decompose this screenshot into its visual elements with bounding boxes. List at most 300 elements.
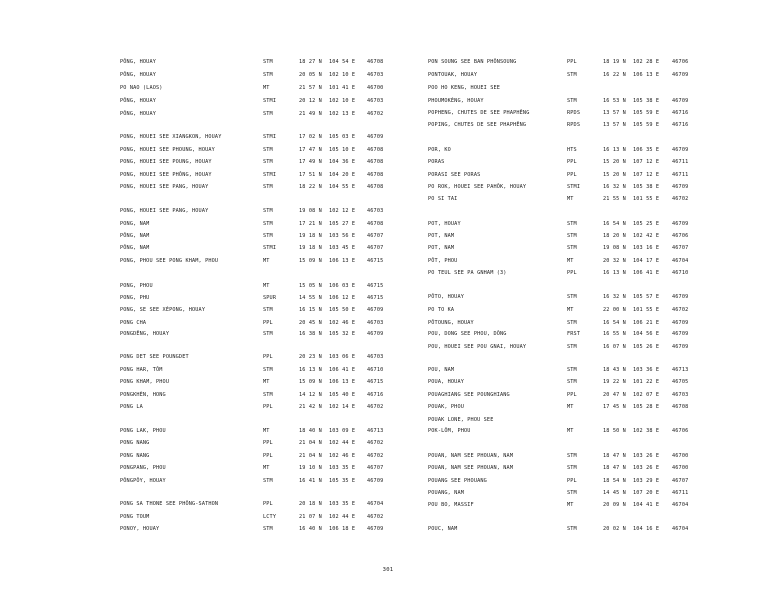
entry-latitude: 16 53 N (603, 98, 626, 104)
entry-latitude: 20 18 N (299, 501, 322, 507)
entry-name: PORASI SEE PORAS (428, 172, 481, 178)
entry-latitude: 20 47 N (603, 392, 626, 398)
entry-name: PO NAO (LAOS) (120, 85, 163, 91)
entry-map-sheet: 46708 (367, 59, 384, 65)
entry-longitude: 106 41 E (329, 367, 356, 373)
entry-longitude: 104 36 E (329, 159, 356, 165)
entry-latitude: 17 51 N (299, 172, 322, 178)
entry-feature-type: STMI (263, 245, 277, 251)
entry-longitude: 102 10 E (329, 72, 356, 78)
entry-longitude: 102 13 E (329, 111, 356, 117)
entry-latitude: 16 32 N (603, 184, 626, 190)
entry-latitude: 20 45 N (299, 320, 322, 326)
entry-name: PÔNG, HOUAY (120, 111, 157, 117)
entry-map-sheet: 46710 (672, 270, 689, 276)
entry-longitude: 101 55 E (633, 196, 660, 202)
entry-map-sheet: 46706 (672, 428, 689, 434)
entry-longitude: 105 40 E (329, 392, 356, 398)
entry-name: PO TEUL SEE PA GNHAM (3) (428, 270, 507, 276)
entry-feature-type: STMI (263, 98, 277, 104)
entry-latitude: 16 22 N (603, 72, 626, 78)
entry-longitude: 105 28 E (633, 404, 660, 410)
entry-name: PONG, PHU (120, 295, 150, 301)
entry-longitude: 102 42 E (633, 233, 660, 239)
entry-feature-type: STM (567, 72, 577, 78)
entry-name: POO HO KENG, HOUEI SEE (428, 85, 501, 91)
entry-name: POR, KO (428, 147, 451, 153)
entry-latitude: 21 04 N (299, 453, 322, 459)
entry-latitude: 18 47 N (603, 453, 626, 459)
entry-longitude: 106 13 E (633, 72, 660, 78)
entry-longitude: 103 09 E (329, 428, 356, 434)
entry-map-sheet: 46706 (672, 59, 689, 65)
entry-longitude: 105 35 E (329, 478, 356, 484)
entry-latitude: 20 23 N (299, 354, 322, 360)
entry-latitude: 18 22 N (299, 184, 322, 190)
entry-feature-type: STM (567, 453, 577, 459)
entry-feature-type: STM (263, 184, 273, 190)
entry-feature-type: STM (567, 379, 577, 385)
entry-longitude: 103 56 E (329, 233, 356, 239)
entry-name: PONG, HOUEI SEE PANG, HOUAY (120, 184, 209, 190)
entry-longitude: 102 10 E (329, 98, 356, 104)
entry-feature-type: MT (263, 283, 270, 289)
entry-name: PÔNG, NAM (120, 233, 150, 239)
entry-latitude: 19 22 N (603, 379, 626, 385)
entry-map-sheet: 46704 (672, 526, 689, 532)
entry-name: PONG NANG (120, 440, 150, 446)
entry-map-sheet: 46709 (672, 98, 689, 104)
entry-feature-type: MT (567, 196, 574, 202)
entry-name: PONG TOUM (120, 514, 150, 520)
entry-feature-type: PPL (263, 354, 273, 360)
entry-name: POPHENG, CHUTES DE SEE PHAPHÊNG (428, 110, 530, 116)
entry-name: POUAGHIANG SEE POUNGHIANG (428, 392, 510, 398)
entry-name: PONG, NAM (120, 221, 150, 227)
entry-name: PONGKHÈN, HONG (120, 392, 166, 398)
entry-map-sheet: 46711 (672, 490, 689, 496)
entry-map-sheet: 46707 (367, 465, 384, 471)
entry-name: PORAS (428, 159, 445, 165)
entry-latitude: 16 13 N (603, 147, 626, 153)
entry-latitude: 21 42 N (299, 404, 322, 410)
entry-latitude: 14 12 N (299, 392, 322, 398)
entry-map-sheet: 46709 (672, 344, 689, 350)
entry-longitude: 102 44 E (329, 514, 356, 520)
entry-latitude: 17 45 N (603, 404, 626, 410)
entry-longitude: 102 38 E (633, 428, 660, 434)
entry-name: PONG SA THONE SEE PHÔNG-SATHON (120, 501, 219, 507)
entry-latitude: 20 02 N (603, 526, 626, 532)
entry-map-sheet: 46703 (367, 208, 384, 214)
entry-map-sheet: 46708 (367, 159, 384, 165)
entry-latitude: 20 09 N (603, 502, 626, 508)
entry-map-sheet: 46709 (672, 147, 689, 153)
entry-latitude: 16 41 N (299, 478, 322, 484)
entry-feature-type: MT (263, 428, 270, 434)
entry-name: PO SI TAI (428, 196, 458, 202)
entry-latitude: 17 21 N (299, 221, 322, 227)
entry-longitude: 105 27 E (329, 221, 356, 227)
entry-longitude: 103 26 E (633, 465, 660, 471)
entry-latitude: 16 13 N (603, 270, 626, 276)
entry-map-sheet: 46704 (672, 258, 689, 264)
entry-feature-type: STM (263, 233, 273, 239)
entry-name: PONTOUAK, HOUAY (428, 72, 478, 78)
entry-longitude: 101 22 E (633, 379, 660, 385)
entry-name: PONG NANG (120, 453, 150, 459)
entry-map-sheet: 46715 (367, 295, 384, 301)
entry-longitude: 106 21 E (633, 320, 660, 326)
entry-longitude: 105 57 E (633, 294, 660, 300)
entry-feature-type: STM (567, 98, 577, 104)
entry-longitude: 103 35 E (329, 465, 356, 471)
entry-map-sheet: 46709 (672, 184, 689, 190)
entry-longitude: 104 55 E (329, 184, 356, 190)
entry-longitude: 105 10 E (329, 147, 356, 153)
entry-name: PONG LA (120, 404, 143, 410)
entry-feature-type: RPDS (567, 110, 581, 116)
entry-feature-type: STM (567, 233, 577, 239)
entry-name: POU, DONG SEE PHOU, DÔNG (428, 331, 507, 337)
entry-map-sheet: 46702 (367, 111, 384, 117)
entry-map-sheet: 46713 (672, 367, 689, 373)
entry-longitude: 102 28 E (633, 59, 660, 65)
entry-longitude: 101 41 E (329, 85, 356, 91)
entry-map-sheet: 46704 (672, 502, 689, 508)
entry-latitude: 16 13 N (299, 367, 322, 373)
entry-feature-type: STM (263, 526, 273, 532)
entry-longitude: 106 03 E (329, 283, 356, 289)
entry-map-sheet: 46700 (672, 453, 689, 459)
entry-latitude: 18 54 N (603, 478, 626, 484)
entry-latitude: 16 38 N (299, 331, 322, 337)
entry-latitude: 16 54 N (603, 221, 626, 227)
entry-latitude: 19 18 N (299, 233, 322, 239)
entry-longitude: 105 38 E (633, 184, 660, 190)
entry-longitude: 107 20 E (633, 490, 660, 496)
entry-name: PONGDÊNG, HOUAY (120, 331, 170, 337)
entry-name: PONG, PHOU (120, 283, 153, 289)
entry-name: PONG, HOUEI SEE PHOUNG, HOUAY (120, 147, 215, 153)
entry-name: PONG, HOUEI SEE PANG, HOUAY (120, 208, 209, 214)
entry-latitude: 21 49 N (299, 111, 322, 117)
entry-feature-type: STMI (263, 134, 277, 140)
entry-map-sheet: 46703 (367, 320, 384, 326)
entry-feature-type: MT (263, 465, 270, 471)
entry-latitude: 16 07 N (603, 344, 626, 350)
entry-name: PON SOUNG SEE BAN PHÔNSOUNG (428, 59, 517, 65)
entry-latitude: 18 20 N (603, 233, 626, 239)
entry-name: PÔNG, NAM (120, 245, 150, 251)
entry-feature-type: RPDS (567, 122, 581, 128)
entry-latitude: 16 32 N (603, 294, 626, 300)
entry-name: PÔNG, HOUAY (120, 98, 157, 104)
entry-longitude: 103 26 E (633, 453, 660, 459)
entry-longitude: 103 35 E (329, 501, 356, 507)
entry-map-sheet: 46703 (367, 72, 384, 78)
entry-feature-type: STM (263, 208, 273, 214)
entry-name: PÔNG, HOUAY (120, 59, 157, 65)
entry-map-sheet: 46702 (367, 440, 384, 446)
entry-feature-type: STM (567, 245, 577, 251)
entry-feature-type: STMI (567, 184, 581, 190)
entry-name: PÔT, PHOU (428, 258, 458, 264)
entry-feature-type: MT (567, 428, 574, 434)
entry-latitude: 14 45 N (603, 490, 626, 496)
entry-latitude: 15 20 N (603, 172, 626, 178)
entry-name: PÔTO, HOUAY (428, 294, 465, 300)
entry-map-sheet: 46715 (367, 283, 384, 289)
entry-map-sheet: 46711 (672, 172, 689, 178)
entry-longitude: 105 50 E (329, 307, 356, 313)
entry-map-sheet: 46702 (672, 196, 689, 202)
entry-map-sheet: 46716 (672, 122, 689, 128)
entry-feature-type: PPL (567, 270, 577, 276)
entry-name: PONOY, HOUAY (120, 526, 160, 532)
entry-map-sheet: 46716 (672, 110, 689, 116)
entry-map-sheet: 46709 (672, 221, 689, 227)
entry-feature-type: PPL (263, 320, 273, 326)
entry-latitude: 17 02 N (299, 134, 322, 140)
entry-feature-type: PPL (567, 478, 577, 484)
entry-longitude: 103 36 E (633, 367, 660, 373)
entry-feature-type: PPL (567, 172, 577, 178)
entry-feature-type: MT (567, 307, 574, 313)
entry-name: POU, HOUEI SEE POU GNAI, HOUAY (428, 344, 527, 350)
entry-feature-type: PPL (567, 159, 577, 165)
entry-feature-type: MT (567, 502, 574, 508)
entry-map-sheet: 46703 (672, 392, 689, 398)
entry-feature-type: MT (263, 85, 270, 91)
entry-feature-type: STM (263, 59, 273, 65)
entry-feature-type: STM (263, 72, 273, 78)
entry-longitude: 102 07 E (633, 392, 660, 398)
entry-longitude: 105 03 E (329, 134, 356, 140)
entry-map-sheet: 46709 (367, 526, 384, 532)
entry-latitude: 17 49 N (299, 159, 322, 165)
entry-name: PONG, PHOU SEE PONG KHAM, PHOU (120, 258, 219, 264)
entry-map-sheet: 46702 (367, 404, 384, 410)
entry-latitude: 20 05 N (299, 72, 322, 78)
entry-longitude: 102 46 E (329, 453, 356, 459)
entry-feature-type: STM (567, 294, 577, 300)
entry-longitude: 103 16 E (633, 245, 660, 251)
entry-map-sheet: 46715 (367, 379, 384, 385)
entry-latitude: 16 55 N (603, 331, 626, 337)
entry-latitude: 15 09 N (299, 258, 322, 264)
entry-latitude: 15 05 N (299, 283, 322, 289)
entry-map-sheet: 46709 (367, 331, 384, 337)
entry-latitude: 18 50 N (603, 428, 626, 434)
entry-feature-type: STM (263, 147, 273, 153)
entry-latitude: 18 27 N (299, 59, 322, 65)
entry-map-sheet: 46702 (367, 514, 384, 520)
entry-feature-type: MT (567, 258, 574, 264)
entry-longitude: 105 25 E (633, 221, 660, 227)
entry-name: PONG, SE SEE XÉPONG, HOUAY (120, 307, 206, 313)
entry-name: PONG LAK, PHOU (120, 428, 166, 434)
entry-longitude: 104 20 E (329, 172, 356, 178)
entry-map-sheet: 46716 (367, 392, 384, 398)
entry-name: PONG CHA (120, 320, 147, 326)
entry-longitude: 102 12 E (329, 208, 356, 214)
entry-map-sheet: 46705 (672, 379, 689, 385)
entry-map-sheet: 46707 (367, 233, 384, 239)
entry-name: POUAN, NAM SEE PHOUAN, NAM (428, 453, 514, 459)
entry-feature-type: STM (567, 367, 577, 373)
entry-feature-type: SPUR (263, 295, 277, 301)
entry-longitude: 104 41 E (633, 502, 660, 508)
entry-latitude: 22 00 N (603, 307, 626, 313)
entry-feature-type: PPL (263, 404, 273, 410)
entry-feature-type: STM (263, 159, 273, 165)
entry-feature-type: STM (263, 221, 273, 227)
entry-longitude: 106 18 E (329, 526, 356, 532)
entry-feature-type: STM (567, 221, 577, 227)
entry-map-sheet: 46703 (367, 354, 384, 360)
entry-longitude: 105 59 E (633, 122, 660, 128)
entry-latitude: 21 07 N (299, 514, 322, 520)
entry-map-sheet: 46709 (367, 478, 384, 484)
entry-longitude: 101 55 E (633, 307, 660, 313)
entry-feature-type: MT (263, 258, 270, 264)
entry-longitude: 104 17 E (633, 258, 660, 264)
entry-longitude: 105 32 E (329, 331, 356, 337)
entry-latitude: 21 04 N (299, 440, 322, 446)
entry-feature-type: STM (263, 367, 273, 373)
entry-latitude: 13 57 N (603, 110, 626, 116)
entry-name: PÔTOUNG, HOUAY (428, 320, 474, 326)
entry-feature-type: PPL (263, 501, 273, 507)
entry-latitude: 16 15 N (299, 307, 322, 313)
entry-feature-type: STM (567, 344, 577, 350)
entry-name: PONG, HOUEI SEE XIANGKON, HOUAY (120, 134, 222, 140)
entry-latitude: 20 12 N (299, 98, 322, 104)
entry-latitude: 19 08 N (603, 245, 626, 251)
entry-latitude: 18 43 N (603, 367, 626, 373)
entry-longitude: 104 54 E (329, 59, 356, 65)
entry-map-sheet: 46708 (367, 221, 384, 227)
entry-name: POU, NAM (428, 367, 455, 373)
entry-latitude: 18 19 N (603, 59, 626, 65)
entry-name: PO ROK, HOUEI SEE PAHÔK, HOUAY (428, 184, 527, 190)
entry-name: POUAK LONE, PHOU SEE (428, 417, 494, 423)
entry-map-sheet: 46700 (367, 85, 384, 91)
entry-map-sheet: 46713 (367, 428, 384, 434)
entry-map-sheet: 46708 (367, 147, 384, 153)
entry-map-sheet: 46711 (672, 159, 689, 165)
entry-feature-type: STM (567, 465, 577, 471)
entry-map-sheet: 46715 (367, 258, 384, 264)
entry-feature-type: STM (263, 307, 273, 313)
entry-longitude: 105 26 E (633, 344, 660, 350)
entry-map-sheet: 46703 (367, 98, 384, 104)
entry-map-sheet: 46704 (367, 501, 384, 507)
entry-feature-type: STMI (263, 172, 277, 178)
entry-name: POPING, CHUTES DE SEE PHAPHÊNG (428, 122, 527, 128)
entry-latitude: 20 32 N (603, 258, 626, 264)
entry-name: POU BO, MASSIF (428, 502, 474, 508)
entry-map-sheet: 46707 (672, 245, 689, 251)
entry-map-sheet: 46709 (672, 320, 689, 326)
entry-latitude: 16 40 N (299, 526, 322, 532)
entry-map-sheet: 46702 (367, 453, 384, 459)
entry-name: PONG HAR, TÔM (120, 367, 163, 373)
entry-latitude: 15 09 N (299, 379, 322, 385)
entry-longitude: 106 12 E (329, 295, 356, 301)
entry-name: PÔNGPÔY, HOUAY (120, 478, 166, 484)
entry-feature-type: PPL (567, 392, 577, 398)
entry-map-sheet: 46708 (367, 184, 384, 190)
entry-name: POUAN, NAM SEE PHOUAN, NAM (428, 465, 514, 471)
entry-name: POUANG SEE PHOUANG (428, 478, 487, 484)
entry-map-sheet: 46707 (672, 478, 689, 484)
entry-feature-type: PPL (263, 440, 273, 446)
entry-map-sheet: 46709 (672, 331, 689, 337)
entry-name: POT, NAM (428, 233, 455, 239)
entry-longitude: 106 13 E (329, 379, 356, 385)
entry-longitude: 105 59 E (633, 110, 660, 116)
entry-latitude: 21 55 N (603, 196, 626, 202)
entry-feature-type: PPL (263, 453, 273, 459)
entry-name: PONGPANG, PHOU (120, 465, 166, 471)
entry-name: POT, HOUAY (428, 221, 461, 227)
entry-name: PHOUMOKÈNG, HOUAY (428, 98, 484, 104)
entry-map-sheet: 46709 (672, 294, 689, 300)
entry-name: POUANG, NAM (428, 490, 465, 496)
entry-map-sheet: 46700 (672, 465, 689, 471)
entry-latitude: 14 55 N (299, 295, 322, 301)
entry-feature-type: STM (263, 392, 273, 398)
entry-latitude: 16 54 N (603, 320, 626, 326)
entry-name: POT, NAM (428, 245, 455, 251)
entry-map-sheet: 46708 (367, 172, 384, 178)
entry-longitude: 103 06 E (329, 354, 356, 360)
entry-longitude: 105 38 E (633, 98, 660, 104)
entry-feature-type: STM (263, 478, 273, 484)
entry-map-sheet: 46709 (367, 307, 384, 313)
entry-name: PONG KHAM, PHOU (120, 379, 170, 385)
entry-longitude: 106 13 E (329, 258, 356, 264)
entry-name: POUAK, PHOU (428, 404, 465, 410)
entry-longitude: 104 16 E (633, 526, 660, 532)
entry-latitude: 21 57 N (299, 85, 322, 91)
entry-feature-type: STM (567, 320, 577, 326)
entry-latitude: 19 10 N (299, 465, 322, 471)
entry-longitude: 104 56 E (633, 331, 660, 337)
entry-latitude: 19 18 N (299, 245, 322, 251)
entry-latitude: 15 20 N (603, 159, 626, 165)
entry-name: POK-LÔM, PHOU (428, 428, 471, 434)
page-number: 301 (382, 567, 394, 573)
entry-name: PONG, HOUEI SEE POUNG, HOUAY (120, 159, 212, 165)
entry-name: PONG, HOUEI SEE PHÔNG, HOUAY (120, 172, 212, 178)
entry-longitude: 103 45 E (329, 245, 356, 251)
entry-map-sheet: 46709 (367, 134, 384, 140)
entry-feature-type: LCTY (263, 514, 277, 520)
entry-map-sheet: 46702 (672, 307, 689, 313)
entry-feature-type: PPL (567, 59, 577, 65)
entry-feature-type: HTS (567, 147, 577, 153)
entry-map-sheet: 46710 (367, 367, 384, 373)
entry-map-sheet: 46709 (672, 72, 689, 78)
entry-latitude: 13 57 N (603, 122, 626, 128)
entry-feature-type: MT (263, 379, 270, 385)
entry-map-sheet: 46706 (672, 233, 689, 239)
entry-name: PÔNG, HOUAY (120, 72, 157, 78)
entry-latitude: 18 40 N (299, 428, 322, 434)
